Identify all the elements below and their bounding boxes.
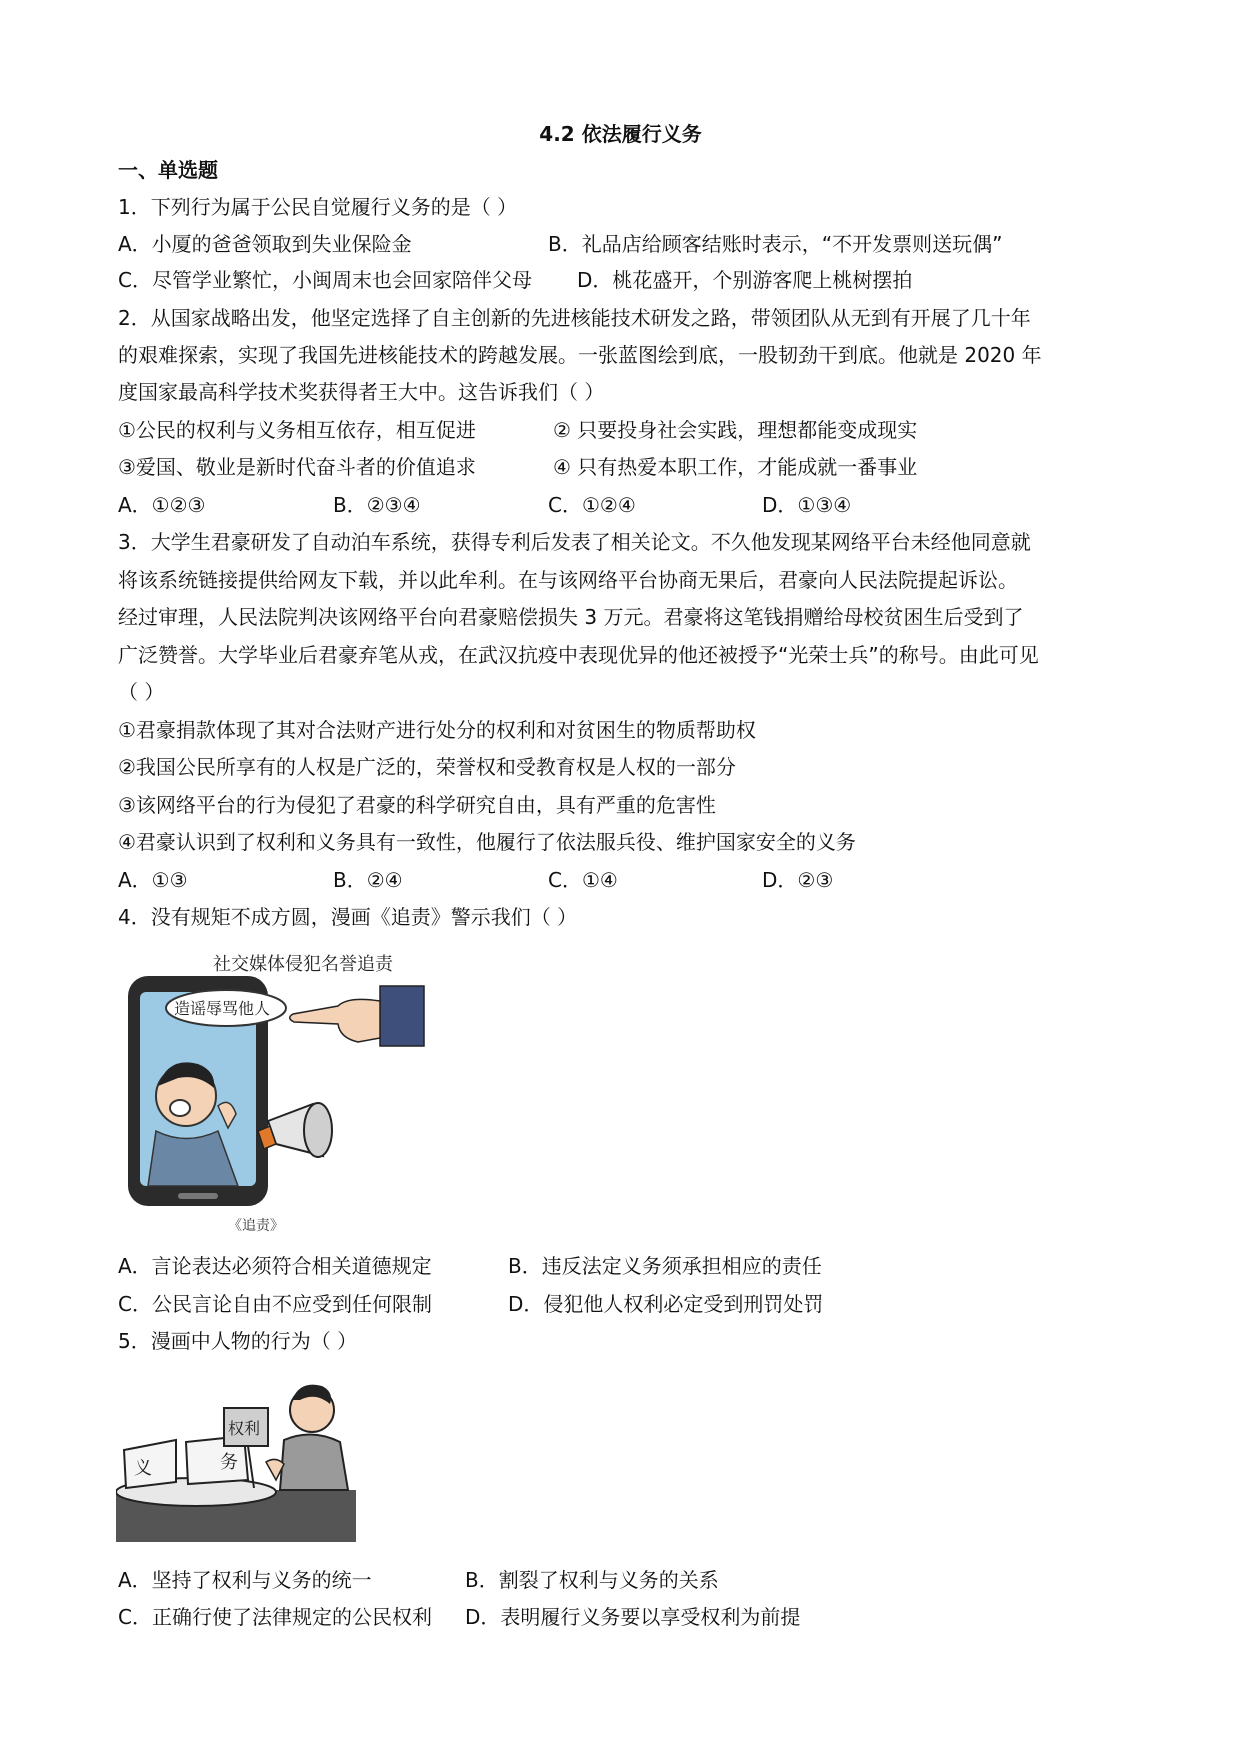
q3-statement-3: ③该网络平台的行为侵犯了君豪的科学研究自由，具有严重的危害性: [118, 793, 716, 817]
q2-option-c: C．①②④: [548, 493, 636, 517]
q5-option-d: D．表明履行义务要以享受权利为前提: [465, 1605, 801, 1629]
q2-stem-line-3: 度国家最高科学技术奖获得者王大中。这告诉我们（ ）: [118, 380, 605, 404]
page-title: 4.2 依法履行义务: [539, 122, 702, 146]
q2-option-a: A．①②③: [118, 493, 206, 517]
q2-stem-line-2: 的艰难探索，实现了我国先进核能技术的跨越发展。一张蓝图绘到底，一股韧劲干到底。他就是 2020 年: [118, 343, 1042, 367]
q4-option-b: B．违反法定义务须承担相应的责任: [508, 1254, 822, 1278]
q2-statement-1: ①公民的权利与义务相互依存，相互促进: [118, 418, 476, 442]
q3-stem-line-3: 经过审理，人民法院判决该网络平台向君豪赔偿损失 3 万元。君豪将这笔钱捐赠给母校贫困生后受到了: [118, 605, 1024, 629]
q4-option-c: C．公民言论自由不应受到任何限制: [118, 1292, 432, 1316]
q2-option-b: B．②③④: [333, 493, 421, 517]
q3-option-b: B．②④: [333, 868, 403, 892]
q4-stem: 4．没有规矩不成方圆，漫画《追责》警示我们（ ）: [118, 905, 578, 929]
q2-option-d: D．①③④: [762, 493, 852, 517]
q1-option-d: D．桃花盛开，个别游客爬上桃树摆拍: [577, 268, 913, 292]
q3-option-d: D．②③: [762, 868, 834, 892]
q3-statement-4: ④君豪认识到了权利和义务具有一致性，他履行了依法服兵役、维护国家安全的义务: [118, 830, 856, 854]
q1-option-b: B．礼品店给顾客结账时表示，“不开发票则送玩偶”: [548, 232, 1003, 256]
q2-statement-4: ④ 只有热爱本职工作，才能成就一番事业: [553, 455, 918, 479]
q3-option-a: A．①③: [118, 868, 188, 892]
q1-option-a: A．小厦的爸爸领取到失业保险金: [118, 232, 412, 256]
q3-stem-line-4: 广泛赞誉。大学毕业后君豪弃笔从戎，在武汉抗疫中表现优异的他还被授予“光荣士兵”的称号。由此可见: [118, 643, 1039, 667]
q4-option-a: A．言论表达必须符合相关道德规定: [118, 1254, 432, 1278]
q5-block-label: 权利: [228, 1419, 261, 1438]
q3-stem-line-5: （ ）: [118, 680, 165, 704]
q4-cartoon-bubble: 造谣辱骂他人: [174, 999, 271, 1018]
q5-option-b: B．割裂了权利与义务的关系: [465, 1568, 719, 1592]
q4-cartoon-zhuize: [118, 946, 448, 1236]
q5-option-a: A．坚持了权利与义务的统一: [118, 1568, 372, 1592]
q3-statement-2: ②我国公民所享有的人权是广泛的，荣誉权和受教育权是人权的一部分: [118, 755, 736, 779]
q2-statement-2: ② 只要投身社会实践，理想都能变成现实: [553, 418, 918, 442]
q3-stem-line-1: 3．大学生君豪研发了自动泊车系统，获得专利后发表了相关论文。不久他发现某网络平台未经他同意就: [118, 530, 1031, 554]
q3-statement-1: ①君豪捐款体现了其对合法财产进行处分的权利和对贫困生的物质帮助权: [118, 718, 756, 742]
q2-stem-line-1: 2．从国家战略出发，他坚定选择了自主创新的先进核能技术研发之路，带领团队从无到有开展了几十年: [118, 306, 1031, 330]
q2-statement-3: ③爱国、敬业是新时代奋斗者的价值追求: [118, 455, 476, 479]
section-heading: 一、单选题: [118, 158, 218, 182]
q5-option-c: C．正确行使了法律规定的公民权利: [118, 1605, 432, 1629]
q5-cake-right-label: 务: [220, 1452, 238, 1473]
q5-cartoon: [116, 1370, 356, 1542]
q1-option-c: C．尽管学业繁忙，小闽周末也会回家陪伴父母: [118, 268, 532, 292]
q4-cartoon-caption-bottom: 《追责》: [228, 1218, 284, 1234]
q3-stem-line-2: 将该系统链接提供给网友下载，并以此牟利。在与该网络平台协商无果后，君豪向人民法院提起诉讼。: [118, 568, 1018, 592]
q5-stem: 5．漫画中人物的行为（ ）: [118, 1329, 358, 1353]
q4-option-d: D．侵犯他人权利必定受到刑罚处罚: [508, 1292, 824, 1316]
q4-cartoon-caption-top: 社交媒体侵犯名誉追责: [213, 954, 393, 975]
q3-option-c: C．①④: [548, 868, 618, 892]
q5-cake-left-label: 义: [134, 1458, 152, 1479]
q1-stem: 1．下列行为属于公民自觉履行义务的是（ ）: [118, 195, 518, 219]
